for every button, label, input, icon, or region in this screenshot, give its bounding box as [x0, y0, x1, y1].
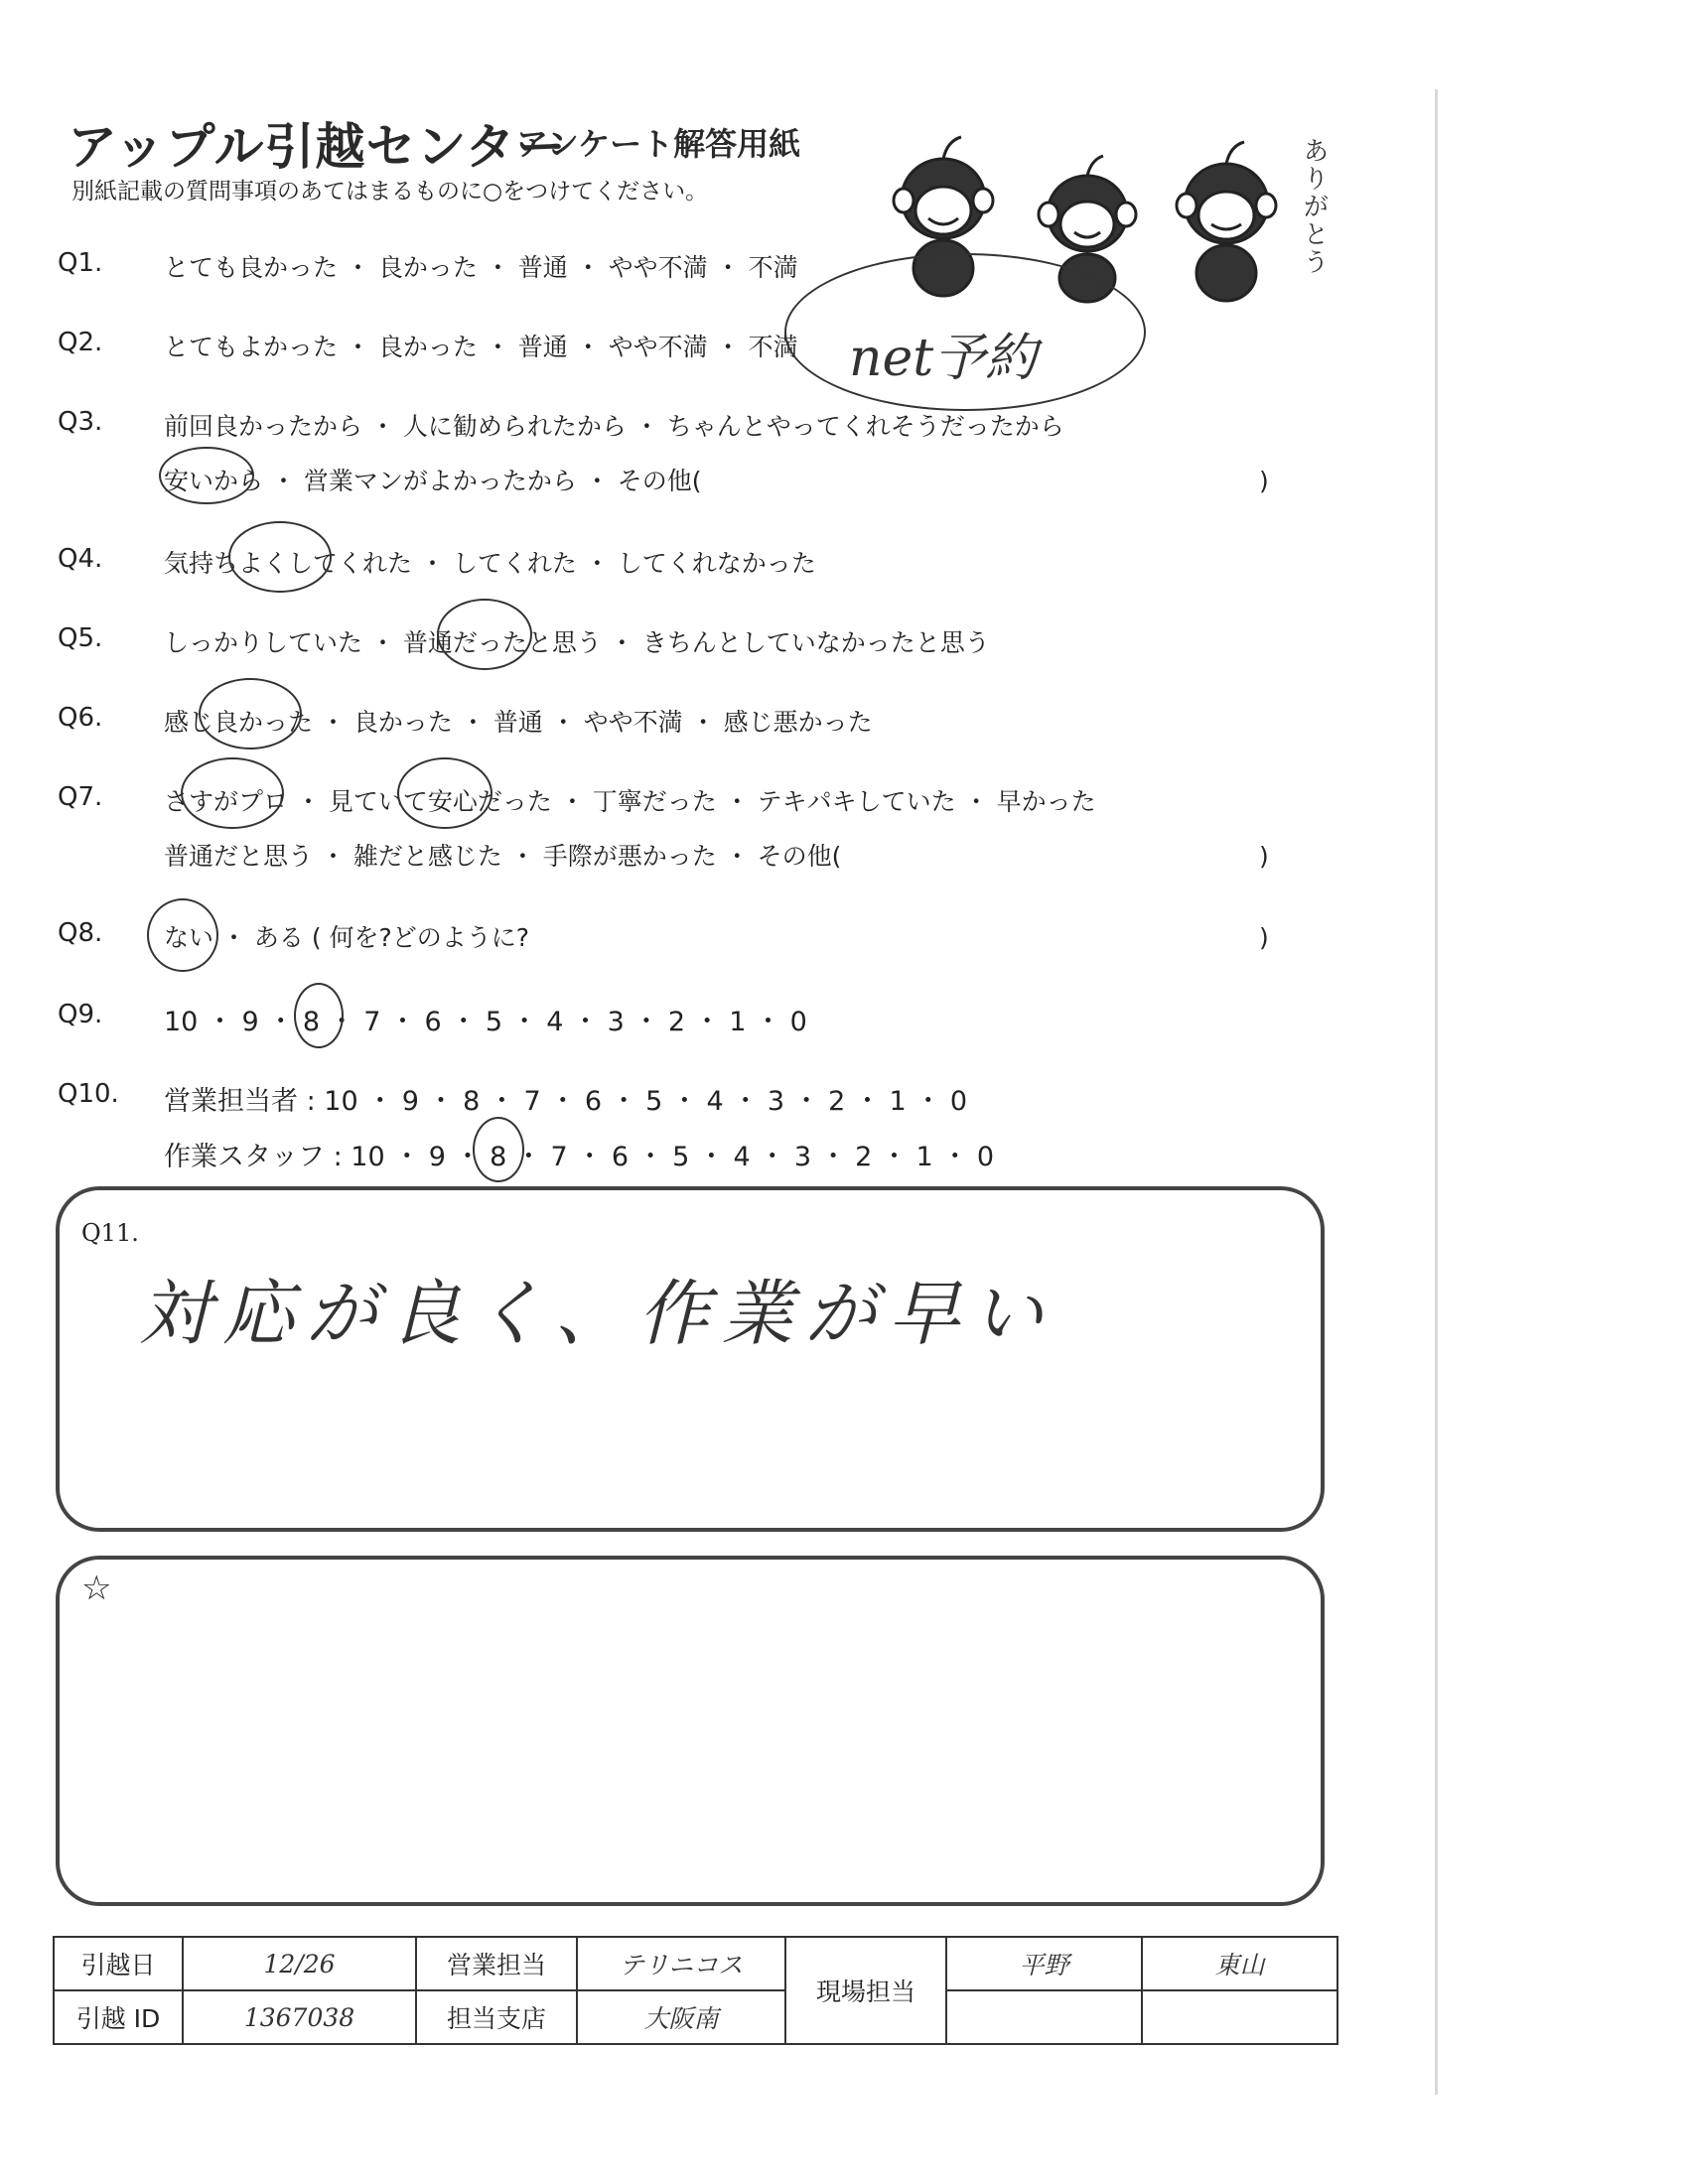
move-id-value: 1367038 — [183, 1990, 416, 2044]
sales-staff-value: テリニコス — [577, 1937, 785, 1990]
q7-answer-circle-2 — [397, 757, 492, 829]
q8-label: Q8. — [58, 918, 103, 948]
q8-options: ない ・ ある ( 何を?どのように? — [164, 923, 530, 952]
move-date-label: 引越日 — [54, 1937, 183, 1990]
q5-answer-circle — [437, 599, 532, 670]
q3-close-paren: ) — [1259, 467, 1269, 495]
free-comment-box — [56, 1556, 1325, 1906]
thanks-text: ありがとう — [1299, 137, 1329, 276]
q6-answer-circle — [199, 678, 302, 750]
site-staff-empty-2 — [1142, 1990, 1337, 2044]
q9-scale: 10 ・ 9 ・ 8 ・ 7 ・ 6 ・ 5 ・ 4 ・ 3 ・ 2 ・ 1 ・ 0 — [164, 1007, 807, 1037]
q3-options-line2: 安いから ・ 営業マンがよかったから ・ その他( — [164, 467, 702, 495]
q1-label: Q1. — [58, 248, 103, 278]
q7-label: Q7. — [58, 782, 103, 812]
move-date-value: 12/26 — [183, 1937, 416, 1990]
q6-label: Q6. — [58, 703, 103, 733]
q10-label: Q10. — [58, 1079, 119, 1109]
q11-comment-box — [56, 1186, 1325, 1532]
q9-label: Q9. — [58, 1000, 103, 1029]
sales-staff-label: 営業担当 — [416, 1937, 577, 1990]
q10-staff-scale: 作業スタッフ : 10 ・ 9 ・ 8 ・ 7 ・ 6 ・ 5 ・ 4 ・ 3 ・ 2 ・ 1 ・ 0 — [164, 1142, 995, 1172]
q4-label: Q4. — [58, 544, 103, 574]
site-staff-label: 現場担当 — [785, 1937, 946, 2044]
branch-value: 大阪南 — [577, 1990, 785, 2044]
q4-answer-circle — [228, 521, 332, 593]
scan-edge-line — [1435, 89, 1438, 2095]
q11-handwritten-answer: 対応が良く、作業が早い — [139, 1272, 1055, 1355]
q7-answer-circle-1 — [181, 757, 284, 829]
q11-label: Q11. — [81, 1219, 139, 1247]
site-staff-1: 平野 — [946, 1937, 1142, 1990]
form-subtitle: アンケート解答用紙 — [516, 125, 801, 163]
q5-options: しっかりしていた ・ 普通だったと思う ・ きちんとしていなかったと思う — [164, 628, 990, 657]
q7-close-paren: ) — [1259, 842, 1269, 871]
star-label: ☆ — [81, 1569, 112, 1608]
q2-handwritten-note: net予約 — [849, 329, 1038, 388]
q3-answer-circle — [159, 447, 254, 504]
move-id-label: 引越 ID — [54, 1990, 183, 2044]
q6-options: 感じ良かった ・ 良かった ・ 普通 ・ やや不満 ・ 感じ悪かった — [164, 708, 873, 737]
q8-close-paren: ) — [1259, 923, 1269, 952]
instructions: 別紙記載の質問事項のあてはまるものに○をつけてください。 — [71, 179, 709, 205]
site-staff-empty-1 — [946, 1990, 1142, 2044]
q2-options: とてもよかった ・ 良かった ・ 普通 ・ やや不満 ・ 不満 — [164, 333, 798, 361]
q3-label: Q3. — [58, 407, 103, 437]
q4-options: 気持ちよくしてくれた ・ してくれた ・ してくれなかった — [164, 549, 816, 578]
company-title: アップル引越センター — [68, 118, 567, 176]
q2-label: Q2. — [58, 328, 103, 357]
q5-label: Q5. — [58, 623, 103, 653]
q10-answer-circle — [473, 1117, 524, 1182]
q9-answer-circle — [294, 983, 344, 1048]
q10-sales-scale: 営業担当者 : 10 ・ 9 ・ 8 ・ 7 ・ 6 ・ 5 ・ 4 ・ 3 ・ 2 ・ 1 ・ 0 — [164, 1086, 968, 1117]
q1-options: とても良かった ・ 良かった ・ 普通 ・ やや不満 ・ 不満 — [164, 253, 798, 282]
q3-options-line1: 前回良かったから ・ 人に勧められたから ・ ちゃんとやってくれそうだったから — [164, 412, 1064, 441]
q8-answer-circle — [147, 898, 218, 972]
q7-options-line1: さすがプロ ・ 見ていて安心だった ・ 丁寧だった ・ テキパキしていた ・ 早かった — [164, 787, 1096, 816]
move-info-table — [53, 1936, 1338, 2045]
site-staff-2: 東山 — [1142, 1937, 1337, 1990]
q7-options-line2: 普通だと思う ・ 雑だと感じた ・ 手際が悪かった ・ その他( — [164, 842, 842, 871]
branch-label: 担当支店 — [416, 1990, 577, 2044]
